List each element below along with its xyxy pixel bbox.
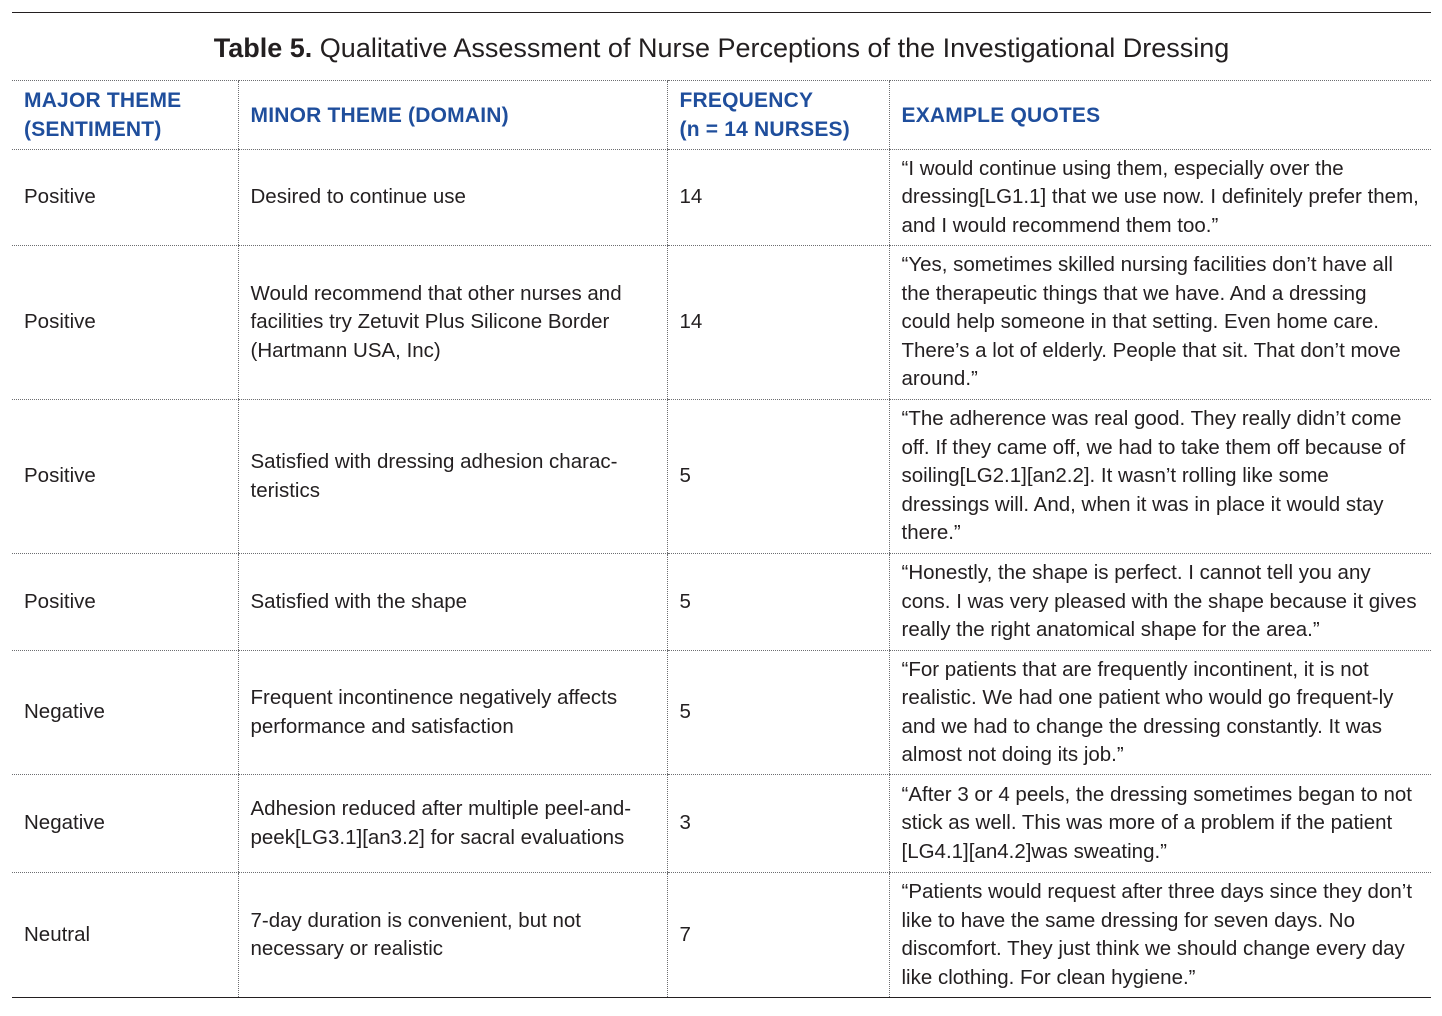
frequency-cell: 3 [667, 775, 889, 873]
major-theme-cell: Positive [12, 150, 238, 246]
header-major-theme [12, 81, 238, 150]
quote-cell: “After 3 or 4 peels, the dressing sometimes began to not stick as well. This was more of a problem if the patient [LG4.1][an4.2]was sweating.” [889, 775, 1431, 873]
major-theme-cell: Neutral [12, 873, 238, 998]
frequency-cell: 7 [667, 873, 889, 998]
table-label: Table 5. [213, 33, 313, 63]
header-major-theme-line2: (SENTIMENT) [24, 118, 162, 141]
frequency-cell: 14 [667, 150, 889, 246]
frequency-cell: 5 [667, 554, 889, 651]
frequency-cell: 14 [667, 246, 889, 400]
table-row [12, 150, 1431, 246]
table-row [12, 554, 1431, 651]
header-frequency-line2: (n = 14 NURSES) [679, 118, 850, 141]
major-theme-cell: Negative [12, 775, 238, 873]
major-theme-cell: Positive [12, 246, 238, 400]
quote-cell: “The adherence was real good. They really didn’t come off. If they came off, we had to take them off because of soiling[LG2.1][an2.2]. It wasn’t rolling like some dressings will. And, when it was in place it would stay there.” [889, 400, 1431, 554]
minor-theme-cell: Would recommend that other nurses and facilities try Zetuvit Plus Silicone Border (Hartmann USA, Inc) [238, 246, 667, 400]
table-row [12, 775, 1431, 873]
table-row [12, 873, 1431, 998]
minor-theme-cell: Satisfied with the shape [238, 554, 667, 651]
quote-cell: “Patients would request after three days since they don’t like to have the same dressing for seven days. No discomfort. They just think we should change every day like clothing. For clean hygiene.” [889, 873, 1431, 998]
header-row [12, 81, 1431, 150]
major-theme-cell: Positive [12, 554, 238, 651]
major-theme-cell: Negative [12, 651, 238, 775]
quote-cell: “For patients that are frequently incontinent, it is not realistic. We had one patient who would go frequent-ly and we had to change the dressing constantly. It was almost not doing its job.” [889, 651, 1431, 775]
quote-cell: “Honestly, the shape is perfect. I cannot tell you any cons. I was very pleased with the shape because it gives really the right anatomical shape for the area.” [889, 554, 1431, 651]
minor-theme-cell: 7-day duration is convenient, but not necessary or realistic [238, 873, 667, 998]
minor-theme-cell: Satisfied with dressing adhesion charac-teristics [238, 400, 667, 554]
themes-table [12, 80, 1431, 998]
header-frequency [667, 81, 889, 150]
header-frequency-line1: FREQUENCY [679, 89, 814, 112]
top-rule [12, 12, 1431, 13]
quote-cell: “I would continue using them, especially over the dressing[LG1.1] that we use now. I definitely prefer them, and I would recommend them too.” [889, 150, 1431, 246]
table-row [12, 400, 1431, 554]
header-example-quotes: EXAMPLE QUOTES [889, 81, 1431, 150]
frequency-cell: 5 [667, 651, 889, 775]
header-minor-theme: MINOR THEME (DOMAIN) [238, 81, 667, 150]
minor-theme-cell: Adhesion reduced after multiple peel-and-peek[LG3.1][an3.2] for sacral evaluations [238, 775, 667, 873]
quote-cell: “Yes, sometimes skilled nursing facilities don’t have all the therapeutic things that we have. And a dressing could help someone in that setting. Even home care. There’s a lot of elderly. People that sit. That don’t move around.” [889, 246, 1431, 400]
table-row [12, 246, 1431, 400]
minor-theme-cell: Desired to continue use [238, 150, 667, 246]
table-caption [12, 28, 1431, 68]
frequency-cell: 5 [667, 400, 889, 554]
header-major-theme-line1: MAJOR THEME [24, 89, 182, 112]
major-theme-cell: Positive [12, 400, 238, 554]
table-title: Qualitative Assessment of Nurse Perceptions of the Investigational Dressing [319, 33, 1230, 63]
table-row [12, 651, 1431, 775]
minor-theme-cell: Frequent incontinence negatively affects performance and satisfaction [238, 651, 667, 775]
